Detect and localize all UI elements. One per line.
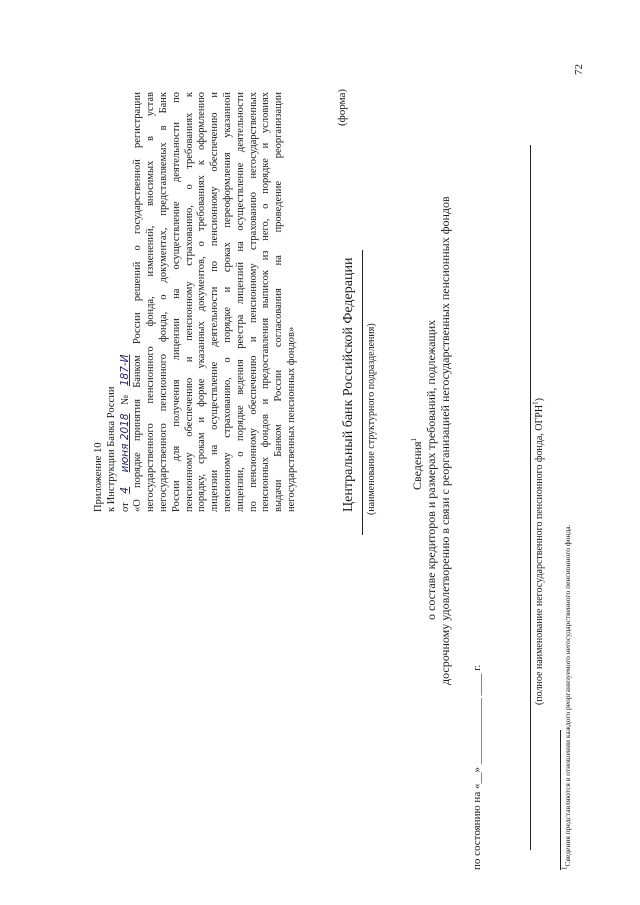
bank-name: Центральный банк Российской Федерации: [341, 257, 356, 512]
description-line: России для получения лицензии на осуществление деятельности по: [170, 92, 182, 512]
description-line: «О порядке принятия Банком России решений о государственной регистрации: [132, 92, 144, 512]
footnote-marker: 1: [410, 437, 418, 442]
description-line: пенсионному обеспечению и пенсионному страхованию, о требованиях к: [183, 92, 195, 512]
footnote-text: Сведения представляются в отношении каждого реорганизуемого негосударственного пенсионного фонда.: [563, 524, 572, 867]
form-title-line2: о составе кредиторов и размерах требований, подлежащих: [424, 319, 438, 620]
description-line: по пенсионному обеспечению и пенсионному страхованию негосударственных: [247, 92, 259, 512]
footnote: [560, 524, 572, 870]
handwritten-month-year: июня 2018: [118, 413, 131, 473]
fund-name-caption: (полное наименование негосударственного пенсионного фонда, ОГРН$^1$): [531, 398, 545, 705]
footnote-separator: [560, 730, 561, 870]
description-line: лицензии на осуществление деятельности по пенсионному обеспечению и: [209, 92, 221, 512]
day-blank[interactable]: __: [471, 772, 483, 784]
description-line: негосударственного пенсионного фонда, о документах, представляемых в Банк: [157, 92, 169, 512]
instruction-description: [132, 92, 298, 512]
month-blank[interactable]: ____________: [471, 698, 483, 765]
description-line: порядку, срокам и форме указанных документов, о требованиях к оформлению: [196, 92, 208, 512]
handwritten-day: 4: [118, 486, 131, 494]
footnote-marker: 1: [531, 401, 540, 405]
structural-unit-caption: (наименование структурного подразделения): [366, 323, 377, 515]
page-number: 72: [573, 64, 585, 75]
form-title: Сведения$^1$: [410, 437, 424, 490]
description-line: пенсионных фондов и предоставления выписок из него, о порядке и условиях: [260, 92, 272, 512]
description-line: лицензии, о порядке ведения реестра лицензий на осуществление деятельности: [234, 92, 246, 512]
form-title-line3: досрочному удовлетворению в связи с реорганизацией негосударственных пенсионных фондов: [438, 196, 452, 685]
fund-name-line[interactable]: [530, 145, 531, 850]
footnote-mark: 1: [560, 866, 569, 870]
as-of-date-line: по состоянию на «__» ____________ ____ г.: [471, 664, 483, 870]
instruction-reference: к Инструкции Банка России: [105, 386, 117, 512]
description-line: негосударственных пенсионных фондов»: [285, 326, 297, 512]
appendix-number: Приложение 10: [93, 442, 104, 512]
description-line: выдачи Банком России согласования на проведение реорганизации: [273, 92, 285, 512]
form-label: (форма): [336, 88, 348, 126]
handwritten-number: 187-И: [118, 354, 131, 387]
year-blank[interactable]: ____: [471, 673, 483, 696]
description-line: пенсионному страхованию, о порядке и сроках переоформления указанной: [221, 92, 233, 512]
description-line: негосударственного пенсионного фонда, изменений, вносимых в устав: [145, 92, 157, 512]
structural-unit-line: [362, 250, 363, 535]
instruction-date-line: от 4 июня 2018 № 187-И: [119, 92, 133, 512]
appendix-header: [93, 92, 299, 512]
